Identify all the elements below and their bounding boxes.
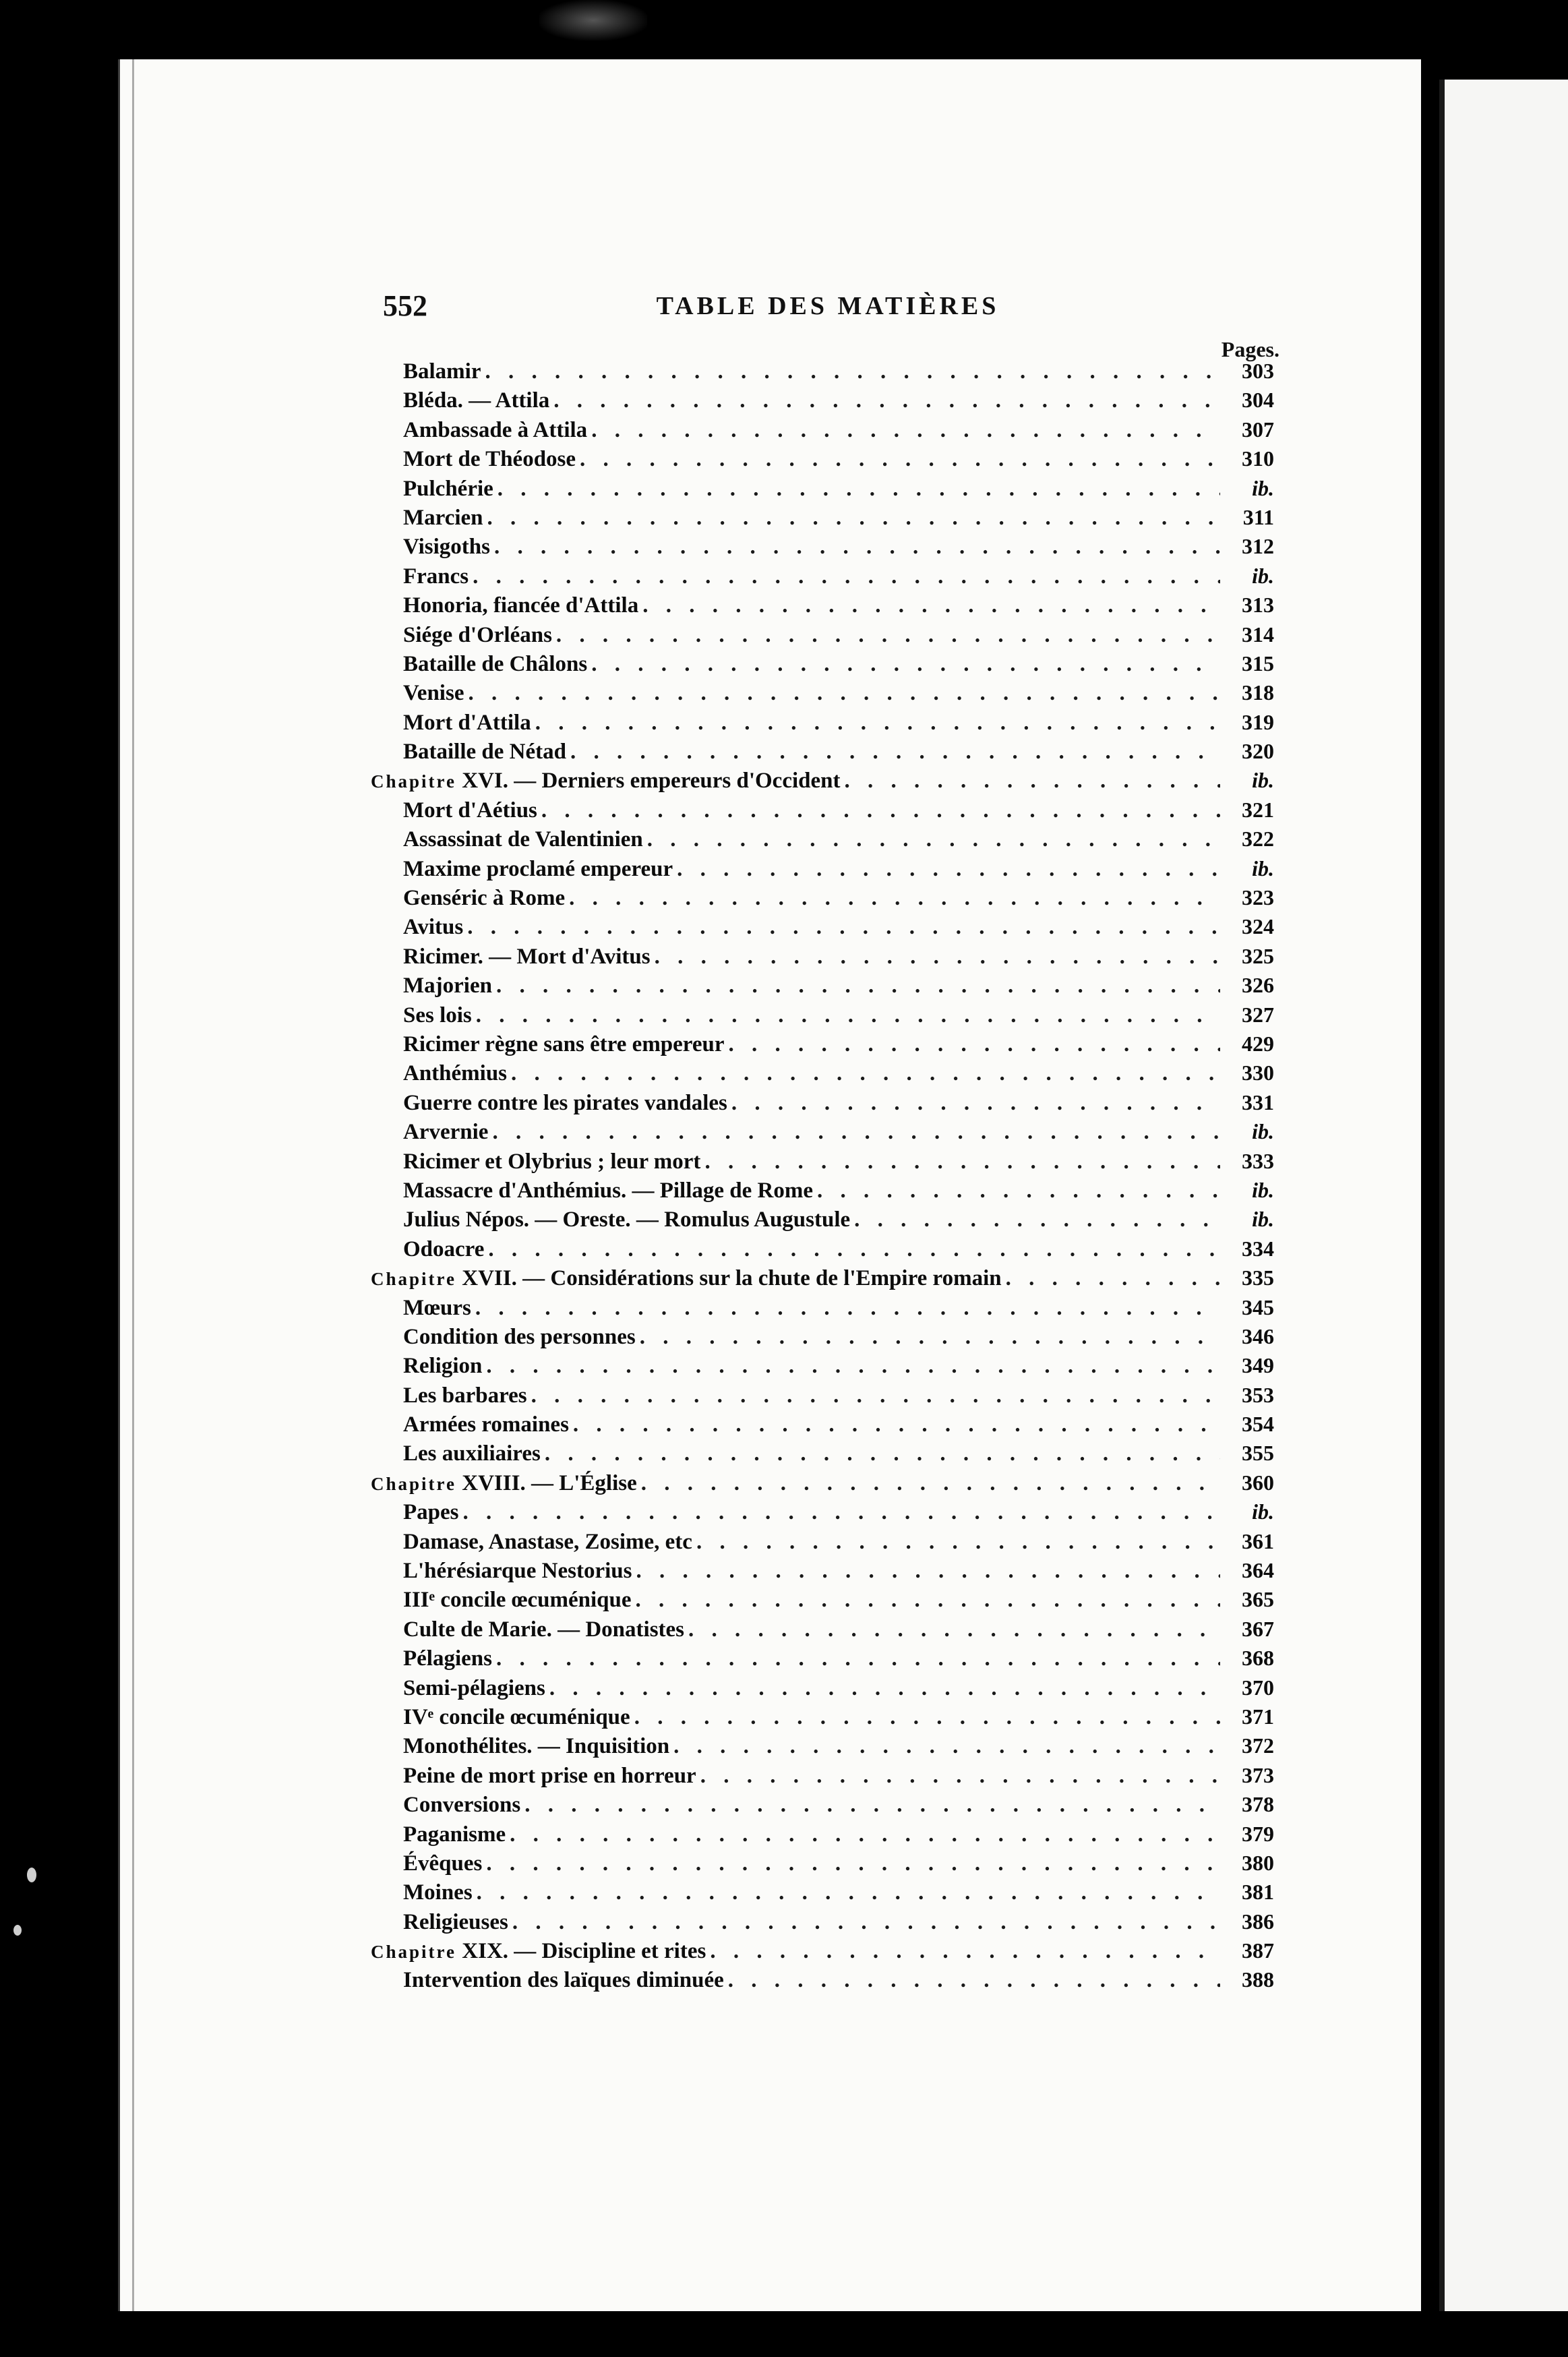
toc-page-number: 368 <box>1242 1646 1274 1671</box>
toc-entry-label: Bléda. — Attila <box>403 388 550 413</box>
toc-entry-label: Pélagiens <box>403 1646 492 1671</box>
dot-leader <box>566 740 1220 765</box>
toc-entry <box>371 593 1274 622</box>
toc-entry-label: Pulchérie <box>403 476 493 501</box>
chapter-title: — Derniers empereurs d'Occident <box>514 769 841 794</box>
toc-entry-label: IIIᵉ concile œcuménique <box>403 1588 632 1613</box>
toc-page-number: 303 <box>1242 359 1274 383</box>
toc-page-number: 335 <box>1242 1265 1274 1290</box>
toc-entry-label: Intervention des laïques diminuée <box>403 1968 724 1993</box>
toc-entry-label: Visigoths <box>403 535 490 560</box>
toc-entry-label: Ricimer règne sans être empereur <box>403 1032 725 1056</box>
toc-entry <box>371 505 1274 534</box>
toc-page-number: 367 <box>1242 1616 1274 1641</box>
toc-entry-label: Condition des personnes <box>403 1324 636 1349</box>
toc-page-number: 429 <box>1242 1031 1274 1056</box>
facing-page-edge <box>1439 80 1568 2311</box>
toc-entry-label: Conversions <box>403 1793 521 1818</box>
toc-page-number: 372 <box>1242 1733 1274 1758</box>
dot-leader <box>724 1968 1220 1993</box>
toc-page-number: 312 <box>1242 534 1274 559</box>
dot-leader <box>630 1705 1220 1730</box>
toc-page-number: 334 <box>1242 1236 1274 1261</box>
toc-page-number: 333 <box>1242 1148 1274 1173</box>
toc-page-number: 381 <box>1242 1880 1274 1905</box>
toc-entry <box>371 944 1274 973</box>
toc-entry-label: Avitus <box>403 915 464 940</box>
dot-leader <box>508 1910 1220 1935</box>
toc-entry-label: Les auxiliaires <box>403 1441 541 1466</box>
toc-page-number: 330 <box>1242 1061 1274 1085</box>
toc-entry <box>371 710 1274 739</box>
toc-entry <box>371 1675 1274 1704</box>
dot-leader <box>565 886 1220 911</box>
toc-entry <box>371 1558 1274 1587</box>
toc-page-number: 304 <box>1242 388 1274 413</box>
toc-entry <box>371 1909 1274 1938</box>
running-title: TABLE DES MATIÈRES <box>656 292 1000 320</box>
dot-leader <box>490 535 1220 560</box>
toc-page-number: 321 <box>1242 797 1274 822</box>
dot-leader <box>472 1003 1220 1028</box>
toc-entry <box>371 388 1274 417</box>
toc-entry <box>371 534 1274 563</box>
toc-page-number: 388 <box>1242 1967 1274 1992</box>
toc-entry-label <box>371 1266 1002 1291</box>
toc-entry <box>371 1207 1274 1236</box>
dot-leader <box>637 1471 1220 1496</box>
toc-entry-label: Mœurs <box>403 1295 471 1320</box>
dot-leader <box>727 1091 1220 1116</box>
toc-entry <box>371 622 1274 651</box>
toc-entry <box>371 359 1274 388</box>
toc-page-number: 331 <box>1242 1090 1274 1114</box>
toc-page-number: ib. <box>1252 1177 1274 1202</box>
toc-entry-label: IVᵉ concile œcuménique <box>403 1704 630 1729</box>
toc-entry-label: Odoacre <box>403 1236 485 1261</box>
dot-leader <box>469 564 1220 589</box>
toc-entry-label: Venise <box>403 681 464 706</box>
toc-page-number: 379 <box>1242 1821 1274 1846</box>
toc-page-number: ib. <box>1252 1207 1274 1232</box>
dot-leader <box>481 359 1220 384</box>
toc-entry-label <box>371 1471 637 1496</box>
toc-entry-label: Évêques <box>403 1851 483 1876</box>
scan-speck <box>27 1868 36 1882</box>
toc-entry-label: Julius Népos. — Oreste. — Romulus Augustule <box>403 1207 851 1232</box>
toc-entry-label <box>371 1939 706 1964</box>
toc-entry <box>371 564 1274 593</box>
toc-page-number: 327 <box>1242 1002 1274 1027</box>
chapter-number: XIX. <box>462 1939 509 1964</box>
toc-entry <box>371 651 1274 680</box>
toc-chapter-entry <box>371 1265 1274 1294</box>
toc-entry-label: Papes <box>403 1500 459 1525</box>
toc-entry-label: Marcien <box>403 505 483 530</box>
dot-leader <box>459 1500 1221 1525</box>
toc-entry-label: Ricimer. — Mort d'Avitus <box>403 944 651 969</box>
toc-entry <box>371 1383 1274 1412</box>
toc-entry <box>371 973 1274 1002</box>
toc-chapter-entry <box>371 768 1274 797</box>
toc-page-number: 319 <box>1242 709 1274 734</box>
dot-leader <box>638 593 1220 618</box>
dot-leader <box>692 1530 1220 1555</box>
toc-page-number: ib. <box>1252 475 1274 500</box>
toc-entry-label: Ricimer et Olybrius ; leur mort <box>403 1149 701 1174</box>
dot-leader <box>483 506 1220 531</box>
toc-page-number: 387 <box>1242 1938 1274 1963</box>
chapter-number: XVII. <box>462 1266 517 1291</box>
toc-entry <box>371 1822 1274 1851</box>
toc-entry <box>371 1324 1274 1353</box>
dot-leader <box>1002 1266 1220 1291</box>
dot-leader <box>587 652 1220 677</box>
dot-leader <box>482 1851 1220 1876</box>
toc-page-number: 380 <box>1242 1850 1274 1875</box>
chapter-prefix: Chapitre <box>371 1269 457 1290</box>
chapter-title: — Discipline et rites <box>514 1939 706 1964</box>
toc-entry <box>371 1295 1274 1324</box>
toc-entry <box>371 1499 1274 1528</box>
toc-entry <box>371 1178 1274 1207</box>
toc-entry-label: Balamir <box>403 359 481 384</box>
dot-leader <box>527 1383 1220 1408</box>
toc-entry-label: Maxime proclamé empereur <box>403 856 673 881</box>
toc-page-number: 365 <box>1242 1587 1274 1612</box>
toc-entry <box>371 1646 1274 1675</box>
toc-entry-label: Monothélites. — Inquisition <box>403 1734 670 1759</box>
toc-entry-label: Guerre contre les pirates vandales <box>403 1090 727 1115</box>
dot-leader <box>537 798 1220 823</box>
dot-leader <box>813 1178 1220 1203</box>
toc-page-number: 325 <box>1242 943 1274 968</box>
toc-entry-label: Religieuses <box>403 1909 508 1934</box>
dot-leader <box>482 1354 1220 1379</box>
toc-page-number: 318 <box>1242 680 1274 705</box>
toc-entry <box>371 417 1274 446</box>
toc-chapter-entry <box>371 1938 1274 1967</box>
toc-entry-label: Francs <box>403 564 469 589</box>
dot-leader <box>643 827 1220 852</box>
toc-entry <box>371 1441 1274 1470</box>
toc-entry <box>371 1880 1274 1909</box>
dot-leader <box>493 477 1220 502</box>
toc-entry <box>371 1792 1274 1821</box>
toc-entry-label: Damase, Anastase, Zosime, etc <box>403 1529 692 1554</box>
toc-entry-label: Ses lois <box>403 1003 472 1027</box>
page-header <box>383 289 1273 329</box>
toc-page-number: 386 <box>1242 1909 1274 1934</box>
dot-leader <box>492 974 1220 998</box>
dot-leader <box>506 1822 1220 1847</box>
toc-page-number: 311 <box>1242 504 1274 529</box>
toc-page-number: ib. <box>1252 856 1274 881</box>
toc-entry <box>371 1967 1274 1996</box>
dot-leader <box>549 388 1220 413</box>
dot-leader <box>587 418 1220 443</box>
toc-entry <box>371 1529 1274 1558</box>
toc-entry <box>371 1617 1274 1646</box>
scan-speck <box>13 1925 22 1936</box>
toc-entry-label: Paganisme <box>403 1822 506 1847</box>
toc-entry <box>371 680 1274 709</box>
toc-entry-label: Armées romaines <box>403 1412 569 1437</box>
dot-leader <box>464 681 1220 706</box>
toc-page-number: 349 <box>1242 1353 1274 1378</box>
dot-leader <box>850 1207 1220 1232</box>
dot-leader <box>471 1296 1220 1321</box>
binding-gutter <box>132 59 134 2311</box>
chapter-prefix: Chapitre <box>371 1473 457 1494</box>
toc-entry <box>371 1032 1274 1061</box>
toc-entry <box>371 1733 1274 1762</box>
toc-entry-label: Arvernie <box>403 1120 489 1145</box>
dot-leader <box>473 1880 1220 1905</box>
toc-entry-label: Majorien <box>403 974 492 998</box>
toc-entry-label: Mort de Théodose <box>403 447 576 472</box>
toc-entry <box>371 1763 1274 1792</box>
toc-page-number: 355 <box>1242 1441 1274 1466</box>
toc-page-number: 360 <box>1242 1470 1274 1495</box>
toc-entry-label: Bataille de Châlons <box>403 651 588 676</box>
toc-page-number: 370 <box>1242 1675 1274 1700</box>
toc-entry-label: Peine de mort prise en horreur <box>403 1763 696 1788</box>
dot-leader <box>569 1412 1220 1437</box>
toc-entry <box>371 446 1274 475</box>
dot-leader <box>552 623 1220 648</box>
toc-entry <box>371 798 1274 827</box>
toc-page-number: 324 <box>1242 914 1274 939</box>
chapter-number: XVI. <box>462 769 509 794</box>
dot-leader <box>576 447 1220 472</box>
chapter-title: — L'Église <box>531 1470 637 1495</box>
toc-page-number: 371 <box>1242 1704 1274 1729</box>
toc-page-number: ib. <box>1252 563 1274 588</box>
toc-page-number: 353 <box>1242 1382 1274 1407</box>
toc-entry <box>371 1119 1274 1148</box>
toc-entry-label: Semi-pélagiens <box>403 1675 545 1700</box>
toc-page-number: 323 <box>1242 885 1274 910</box>
toc-entry <box>371 1353 1274 1382</box>
toc-entry-label: Ambassade à Attila <box>403 417 588 442</box>
dot-leader <box>463 915 1220 940</box>
toc-entry <box>371 856 1274 885</box>
dot-leader <box>684 1617 1220 1642</box>
toc-page-number: 322 <box>1242 827 1274 852</box>
toc-entry <box>371 476 1274 505</box>
dot-leader <box>531 711 1220 736</box>
dot-leader <box>632 1559 1220 1584</box>
toc-page-number: 373 <box>1242 1762 1274 1787</box>
dot-leader <box>706 1939 1220 1964</box>
toc-entry <box>371 1090 1274 1119</box>
dot-leader <box>636 1325 1220 1350</box>
toc-entry-label <box>371 769 841 794</box>
toc-page-number: 361 <box>1242 1528 1274 1553</box>
toc-page-number: 310 <box>1242 446 1274 471</box>
toc-entry-label: Massacre d'Anthémius. — Pillage de Rome <box>403 1178 814 1203</box>
chapter-title: — Considérations sur la chute de l'Empire romain <box>522 1266 1002 1291</box>
toc-entry-label: Assassinat de Valentinien <box>403 827 643 852</box>
toc-entry <box>371 1236 1274 1265</box>
toc-entry-label: Les barbares <box>403 1383 527 1408</box>
toc-entry-label: Mort d'Aétius <box>403 798 537 823</box>
toc-page-number: 346 <box>1242 1323 1274 1348</box>
toc-page-number: 354 <box>1242 1412 1274 1437</box>
toc-page-number: 378 <box>1242 1792 1274 1817</box>
toc-page-number: 315 <box>1242 651 1274 676</box>
toc-entry <box>371 1061 1274 1090</box>
toc-page-number: 314 <box>1242 622 1274 647</box>
dot-leader <box>725 1032 1220 1057</box>
toc-page-number: ib. <box>1252 768 1274 793</box>
toc-page-number: 345 <box>1242 1294 1274 1319</box>
table-of-contents <box>371 359 1274 1997</box>
page-number: 552 <box>383 289 427 322</box>
dot-leader <box>696 1764 1220 1789</box>
dot-leader <box>488 1120 1220 1145</box>
dot-leader <box>673 857 1220 882</box>
toc-entry-label: Culte de Marie. — Donatistes <box>403 1617 685 1642</box>
dot-leader <box>841 769 1221 794</box>
toc-entry <box>371 1003 1274 1032</box>
toc-page-number: 313 <box>1242 593 1274 618</box>
toc-entry-label: L'hérésiarque Nestorius <box>403 1559 632 1584</box>
toc-entry <box>371 885 1274 914</box>
toc-page-number: ib. <box>1252 1119 1274 1144</box>
toc-entry-label: Siége d'Orléans <box>403 622 552 647</box>
dot-leader <box>520 1793 1220 1818</box>
toc-entry <box>371 827 1274 856</box>
toc-entry <box>371 1704 1274 1733</box>
dot-leader <box>651 945 1220 969</box>
toc-entry <box>371 914 1274 943</box>
toc-page-number: 307 <box>1242 417 1274 442</box>
toc-page-number: 364 <box>1242 1558 1274 1583</box>
toc-entry-label: Moines <box>403 1880 473 1905</box>
toc-entry <box>371 1587 1274 1616</box>
toc-entry <box>371 1412 1274 1441</box>
dot-leader <box>632 1588 1220 1613</box>
toc-entry-label: Honoria, fiancée d'Attila <box>403 593 639 618</box>
toc-entry-label: Religion <box>403 1354 483 1379</box>
chapter-number: XVIII. <box>462 1470 526 1495</box>
dot-leader <box>545 1676 1220 1701</box>
toc-page-number: 320 <box>1242 739 1274 764</box>
toc-page-number: 326 <box>1242 973 1274 998</box>
toc-entry-label: Genséric à Rome <box>403 886 566 911</box>
toc-entry-label: Mort d'Attila <box>403 710 531 735</box>
toc-entry-label: Bataille de Nétad <box>403 740 566 765</box>
chapter-prefix: Chapitre <box>371 771 457 792</box>
dot-leader <box>507 1061 1220 1086</box>
toc-chapter-entry <box>371 1470 1274 1499</box>
dot-leader <box>484 1237 1220 1262</box>
dot-leader <box>541 1441 1220 1466</box>
toc-page-number: ib. <box>1252 1499 1274 1524</box>
scan-smudge <box>539 0 647 40</box>
toc-entry <box>371 1149 1274 1178</box>
toc-entry-label: Anthémius <box>403 1061 508 1086</box>
dot-leader <box>669 1734 1220 1759</box>
pages-column-label: Pages. <box>1221 337 1279 361</box>
toc-entry <box>371 739 1274 768</box>
dot-leader <box>700 1150 1220 1174</box>
dot-leader <box>492 1646 1220 1671</box>
chapter-prefix: Chapitre <box>371 1942 457 1963</box>
toc-entry <box>371 1851 1274 1880</box>
